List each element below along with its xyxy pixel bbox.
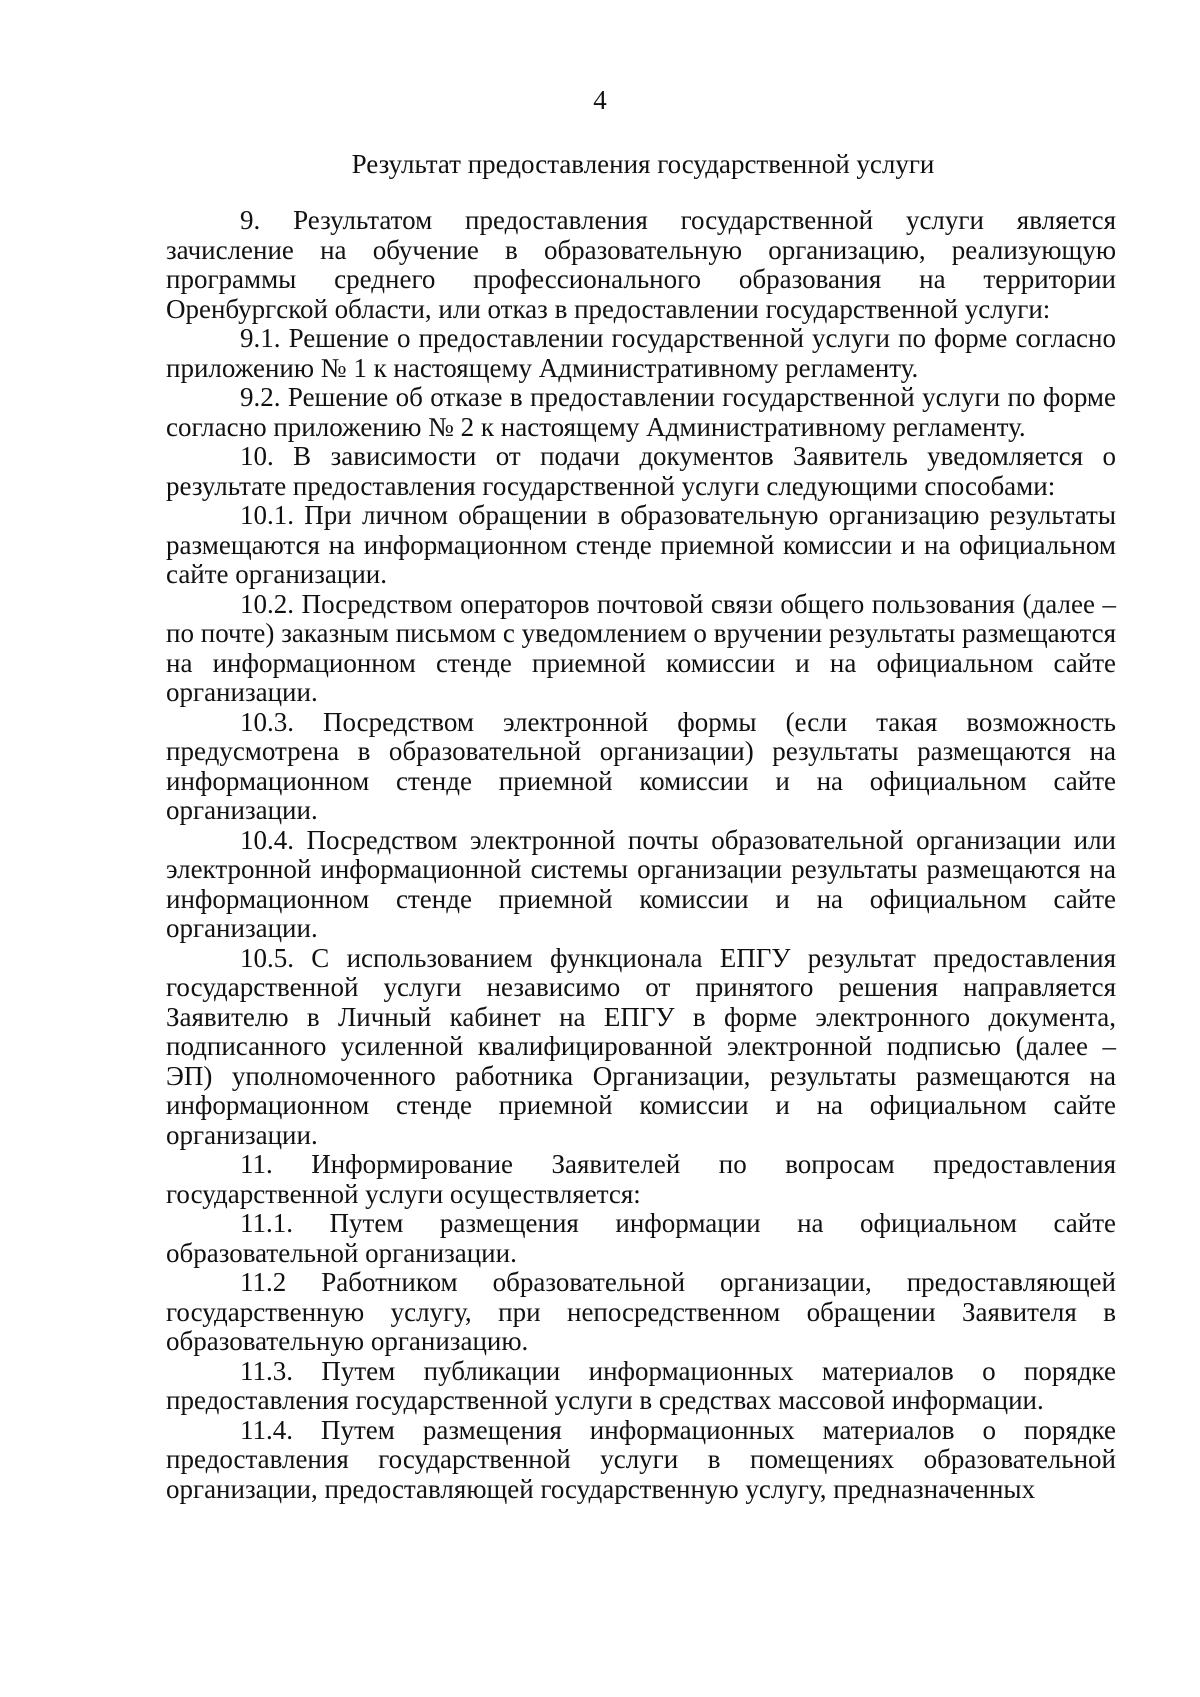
paragraph-9-1: 9.1. Решение о предоставлении государственной услуги по форме согласно приложению № 1 к настоящему Административному регламенту. [166,323,1116,383]
paragraph-10-2: 10.2. Посредством операторов почтовой связи общего пользования (далее – по почте) заказным письмом с уведомлением о вручении результаты размещаются на информационном стенде приемной комиссии и на официальном сайте организации. [166,588,1116,707]
section-title: Результат предоставления государственной услуги [351,149,935,179]
paragraph-9: 9. Результатом предоставления государственной услуги является зачисление на обучение в образовательную организацию, реализующую программы среднего профессионального образования на территории Оренбургской области, или отказ в предоставлении государственной услуги: [166,205,1116,324]
paragraph-11-4: 11.4. Путем размещения информационных материалов о порядке предоставления государственной услуги в помещениях образовательной организации, предоставляющей государственную услугу, предназначенных [166,1414,1116,1504]
paragraph-10: 10. В зависимости от подачи документов Заявитель уведомляется о результате предоставления государственной услуги следующими способами: [166,441,1116,501]
paragraph-10-3: 10.3. Посредством электронной формы (если такая возможность предусмотрена в образовательной организации) результаты размещаются на информационном стенде приемной комиссии и на официальном сайте организации. [166,706,1116,825]
document-body [166,206,1116,1504]
paragraph-10-4: 10.4. Посредством электронной почты образовательной организации или электронной информационной системы организации результаты размещаются на информационном стенде приемной комиссии и на официальном сайте организации. [166,824,1116,943]
paragraph-9-2: 9.2. Решение об отказе в предоставлении государственной услуги по форме согласно приложению № 2 к настоящему Административному регламенту. [166,382,1116,442]
paragraph-10-5: 10.5. С использованием функционала ЕПГУ результат предоставления государственной услуги независимо от принятого решения направляется Заявителю в Личный кабинет на ЕПГУ в форме электронного документа, подписанного усиленной квалифицированной электронной подписью (далее – ЭП) уполномоченного работника Организации, результаты размещаются на информационном стенде приемной комиссии и на официальном сайте организации. [166,942,1116,1150]
paragraph-11-3: 11.3. Путем публикации информационных материалов о порядке предоставления государственной услуги в средствах массовой информации. [166,1355,1116,1415]
paragraph-11-1: 11.1. Путем размещения информации на официальном сайте образовательной организации. [166,1208,1116,1268]
page-number: 4 [593,85,607,115]
paragraph-11: 11. Информирование Заявителей по вопросам предоставления государственной услуги осуществляется: [166,1149,1116,1209]
paragraph-10-1: 10.1. При личном обращении в образовательную организацию результаты размещаются на информационном стенде приемной комиссии и на официальном сайте организации. [166,500,1116,589]
paragraph-11-2: 11.2 Работником образовательной организации, предоставляющей государственную услугу, при непосредственном обращении Заявителя в образовательную организацию. [166,1267,1116,1356]
